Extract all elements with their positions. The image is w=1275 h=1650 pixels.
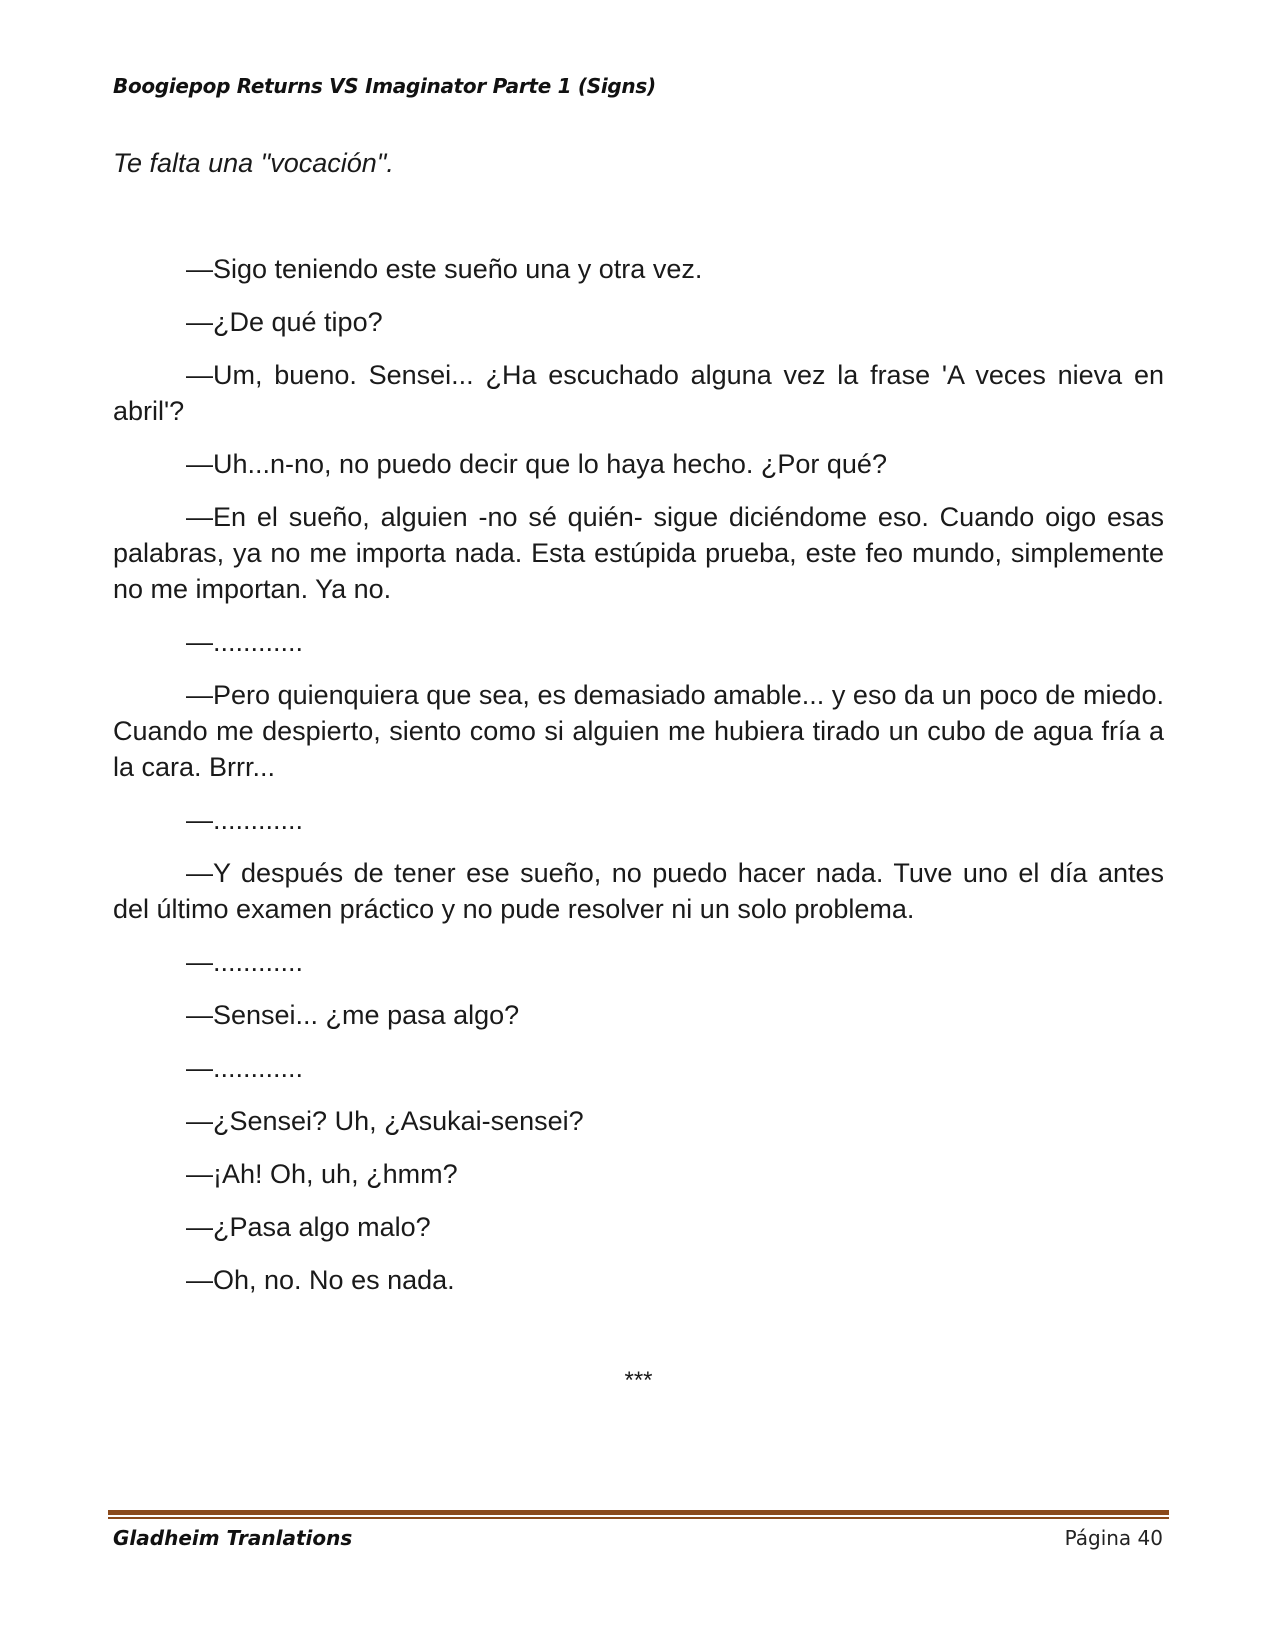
footer-translator: Gladheim Tranlations bbox=[113, 1526, 353, 1550]
paragraph: —Uh...n-no, no puedo decir que lo haya hecho. ¿Por qué? bbox=[186, 449, 887, 479]
paragraph: —............ bbox=[186, 805, 304, 835]
paragraph: —¿Sensei? Uh, ¿Asukai-sensei? bbox=[186, 1106, 584, 1136]
paragraph: —¿De qué tipo? bbox=[186, 307, 383, 337]
paragraph: —Pero quienquiera que sea, es demasiado amable... y eso da un poco de miedo. Cuando me despierto, siento como si alguien me hubiera tirado un cubo de agua fría a la cara. Brrr... bbox=[113, 680, 1164, 782]
paragraph: —Um, bueno. Sensei... ¿Ha escuchado alguna vez la frase 'A veces nieva en abril'? bbox=[113, 360, 1164, 426]
page-label: Página bbox=[1064, 1526, 1132, 1550]
paragraph: —En el sueño, alguien -no sé quién- sigue diciéndome eso. Cuando oigo esas palabras, ya no me importa nada. Esta estúpida prueba, este feo mundo, simplemente no me importan. Ya no. bbox=[113, 502, 1164, 604]
footer-rule bbox=[108, 1510, 1169, 1515]
section-separator: *** bbox=[624, 1367, 653, 1394]
paragraph: —Sensei... ¿me pasa algo? bbox=[186, 1000, 520, 1030]
body-text bbox=[113, 145, 1164, 1399]
paragraph: —............ bbox=[186, 947, 304, 977]
page-number bbox=[1065, 1526, 1163, 1550]
paragraph: —¡Ah! Oh, uh, ¿hmm? bbox=[186, 1159, 458, 1189]
page-number-value: 40 bbox=[1137, 1526, 1163, 1550]
paragraph: —............ bbox=[186, 627, 304, 657]
paragraph: —Sigo teniendo este sueño una y otra vez. bbox=[186, 254, 703, 284]
paragraph: —............ bbox=[186, 1053, 304, 1083]
footer-rule-thin bbox=[108, 1517, 1169, 1519]
paragraph: —¿Pasa algo malo? bbox=[186, 1212, 431, 1242]
paragraph: —Oh, no. No es nada. bbox=[186, 1265, 455, 1295]
header-title: Boogiepop Returns VS Imaginator Parte 1 (Signs) bbox=[113, 74, 656, 98]
opening-line: Te falta una "vocación". bbox=[113, 148, 394, 178]
paragraph: —Y después de tener ese sueño, no puedo hacer nada. Tuve uno el día antes del último examen práctico y no pude resolver ni un solo problema. bbox=[113, 858, 1164, 924]
